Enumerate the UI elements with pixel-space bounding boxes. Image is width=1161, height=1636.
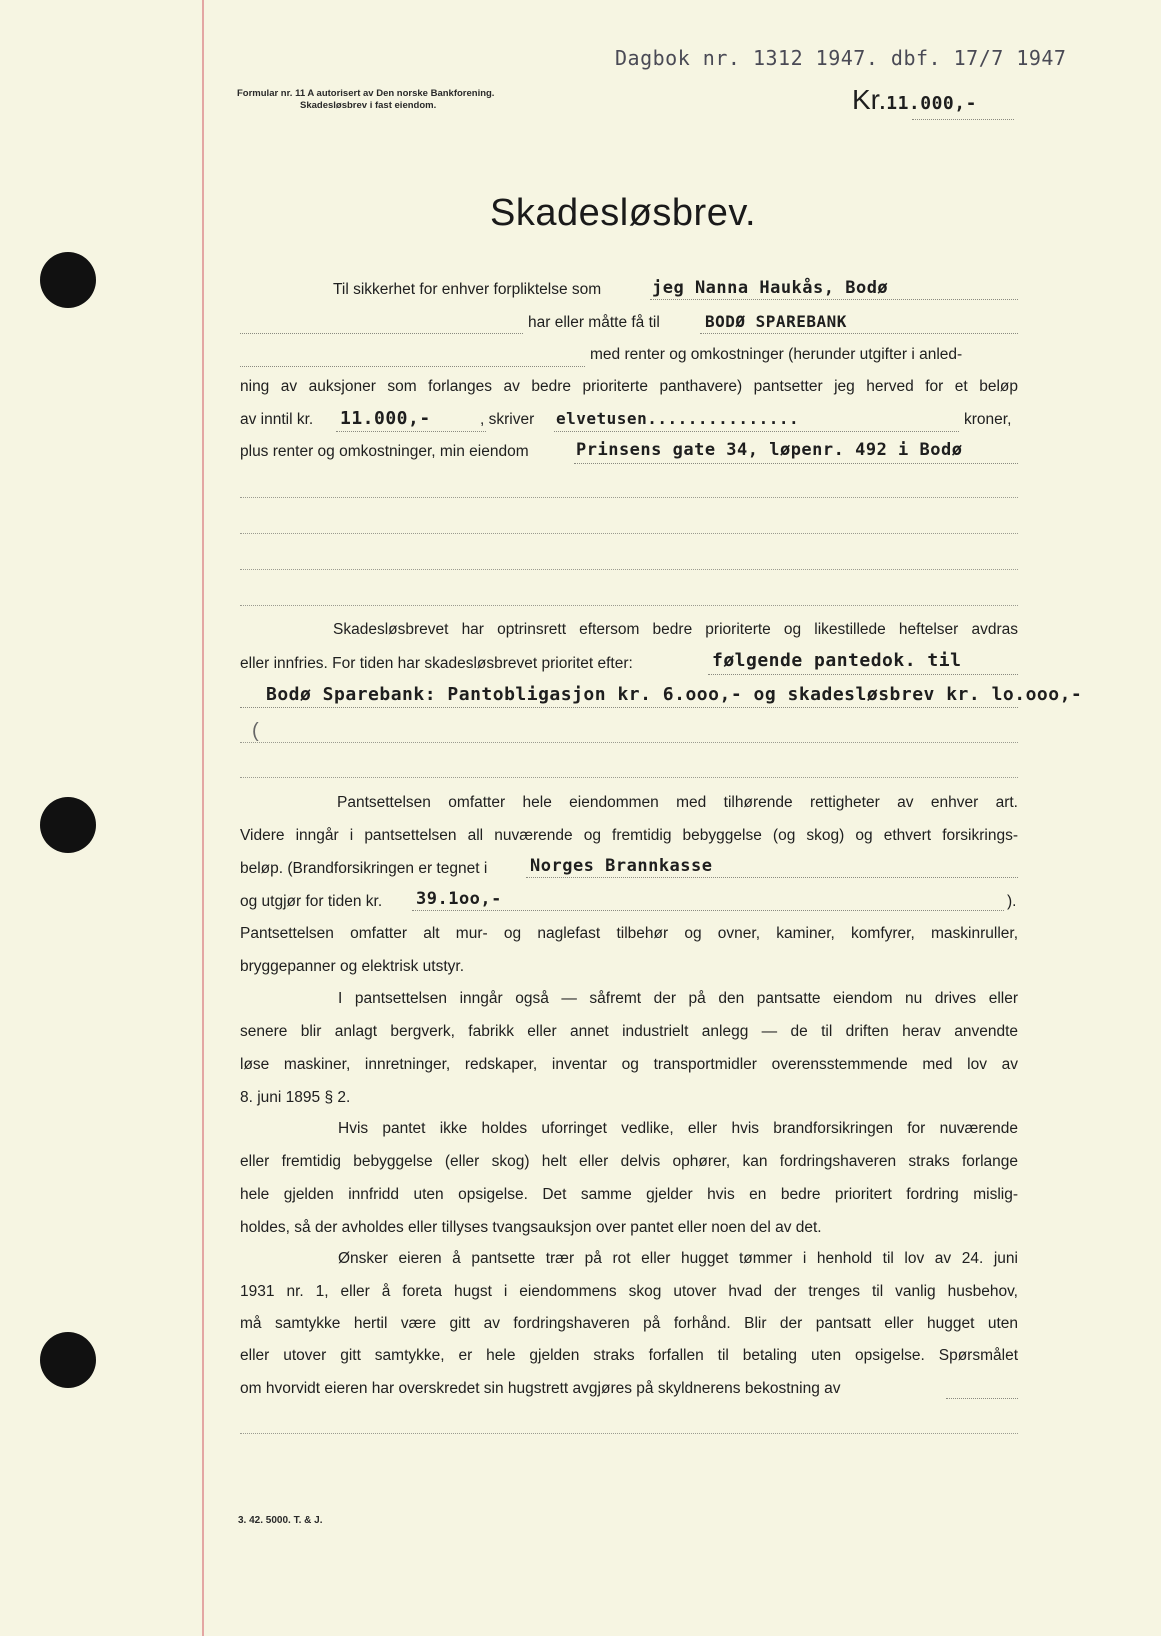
underline <box>554 431 959 432</box>
intro-label-5b: , skriver <box>480 411 535 428</box>
upkeep-line-1: Hvis pantet ikke holdes uforringet vedlike, eller hvis brandforsikringen for nuværende <box>338 1120 1018 1137</box>
intro-label-1: Til sikkerhet for enhver forpliktelse som <box>333 281 602 298</box>
underline <box>240 366 585 367</box>
priority-label-2: eller innfries. For tiden har skadesløsbrevet prioritet efter: <box>240 655 633 672</box>
scope-line-6: bryggepanner og elektrisk utstyr. <box>240 958 465 975</box>
industry-line-2: senere blir anlagt bergverk, fabrikk eller annet industrielt anlegg — de til driften herav anvendte <box>240 1023 1018 1040</box>
amount-value: 11.000,- <box>886 93 977 114</box>
timber-line-4: eller utover gitt samtykke, er hele gjelden straks forfallen til betaling uten opsigelse. Spørsmålet <box>240 1347 1018 1364</box>
upkeep-line-2: eller fremtidig bebyggelse (eller skog) helt eller delvis ophører, kan fordringshaveren straks forlange <box>240 1153 1018 1170</box>
blank-line <box>240 1433 1018 1434</box>
underline <box>574 463 1018 464</box>
underline <box>240 707 1018 708</box>
priority-value-2: Bodø Sparebank: Pantobligasjon kr. 6.ooo,- og skadesløsbrev kr. lo.ooo,- <box>266 684 1083 705</box>
scope-label-4: og utgjør for tiden kr. <box>240 893 383 910</box>
debtor-name: jeg Nanna Haukås, Bodø <box>652 278 889 298</box>
intro-label-2: har eller måtte få til <box>528 314 660 331</box>
printer-note: 3. 42. 5000. T. & J. <box>238 1515 323 1526</box>
timber-line-1: Ønsker eieren å pantsette trær på rot eller hugget tømmer i henhold til lov av 24. juni <box>338 1250 1018 1267</box>
underline <box>650 299 1018 300</box>
blank-line <box>240 777 1018 778</box>
punch-hole-middle <box>40 797 96 853</box>
timber-line-5: om hvorvidt eieren har overskredet sin hugstrett avgjøres på skyldnerens bekostning av <box>240 1380 841 1397</box>
intro-label-5a: av inntil kr. <box>240 411 314 428</box>
timber-line-3: må samtykke hertil være gitt av fordringshaveren på forhånd. Blir der pantsatt eller hugget uten <box>240 1315 1018 1332</box>
page-title: Skadesløsbrev. <box>490 192 757 234</box>
scope-line-5: Pantsettelsen omfatter alt mur- og naglefast tilbehør og ovner, kaminer, komfyrer, maskinruller, <box>240 925 1018 942</box>
creditor-name: BODØ SPAREBANK <box>705 312 847 331</box>
upkeep-line-4: holdes, så der avholdes eller tillyses tvangsauksjon over pantet eller noen del av det. <box>240 1219 822 1236</box>
intro-label-5c: kroner, <box>964 411 1012 428</box>
scope-line-2: Videre inngår i pantsettelsen all nuværende og fremtidig bebyggelse (og skog) og ethvert forsikrings- <box>240 827 1018 844</box>
form-note-line2: Skadesløsbrev i fast eiendom. <box>300 100 437 111</box>
underline <box>526 877 1018 878</box>
intro-label-6: plus renter og omkostninger, min eiendom <box>240 443 529 460</box>
amount-underline <box>912 119 1014 120</box>
scope-label-3: beløp. (Brandforsikringen er tegnet i <box>240 860 488 877</box>
priority-line-1: Skadesløsbrevet har optrinsrett eftersom bedre prioriterte og likestillede heftelser avdras <box>333 621 1018 638</box>
upkeep-line-3: hele gjelden innfridd uten opsigelse. Det samme gjelder hvis en bedre prioritert fordring mislig- <box>240 1186 1018 1203</box>
blank-line <box>240 742 1018 743</box>
priority-value-1: følgende pantedok. til <box>712 650 962 671</box>
margin-line <box>202 0 204 1636</box>
industry-line-4: 8. juni 1895 § 2. <box>240 1089 351 1106</box>
scope-end-paren: ). <box>1007 893 1017 910</box>
insurer-name: Norges Brannkasse <box>530 856 713 876</box>
timber-line-2: 1931 nr. 1, eller å foreta hugst i eiendommens skog utover hvad der trenges til vanlig husbehov, <box>240 1283 1018 1300</box>
intro-line-3: med renter og omkostninger (herunder utgifter i anled- <box>590 346 963 363</box>
blank-line <box>240 533 1018 534</box>
amount-prefix: Kr. <box>852 84 887 115</box>
underline <box>700 333 1018 334</box>
underline <box>708 674 1018 675</box>
amount-in-words: elvetusen............... <box>556 409 800 428</box>
intro-line-4: ning av auksjoner som forlanges av bedre prioriterte panthavere) pantsetter jeg herved for et beløp <box>240 378 1018 395</box>
underline <box>412 910 1004 911</box>
form-note-line1: Formular nr. 11 A autorisert av Den norske Bankforening. <box>237 88 495 99</box>
underline <box>946 1398 1018 1399</box>
industry-line-3: løse maskiner, innretninger, redskaper, inventar og transportmidler overensstemmende med lov av <box>240 1056 1018 1073</box>
insurance-value: 39.1oo,- <box>416 889 502 909</box>
punch-hole-bottom <box>40 1332 96 1388</box>
amount-header <box>852 84 977 116</box>
blank-line <box>240 497 1018 498</box>
blank-line <box>240 569 1018 570</box>
form-note <box>237 88 494 112</box>
dagbok-stamp: Dagbok nr. 1312 1947. dbf. 17/7 1947 <box>615 46 1067 70</box>
property-description: Prinsens gate 34, løpenr. 492 i Bodø <box>576 440 963 460</box>
blank-line <box>240 605 1018 606</box>
industry-line-1: I pantsettelsen inngår også — såfremt der på den pantsatte eiendom nu drives eller <box>338 990 1018 1007</box>
handwritten-mark: ( <box>252 720 259 742</box>
underline <box>240 333 523 334</box>
scope-line-1: Pantsettelsen omfatter hele eiendommen med tilhørende rettigheter av enhver art. <box>337 794 1018 811</box>
punch-hole-top <box>40 252 96 308</box>
loan-amount: 11.000,- <box>340 408 431 429</box>
underline <box>336 431 486 432</box>
